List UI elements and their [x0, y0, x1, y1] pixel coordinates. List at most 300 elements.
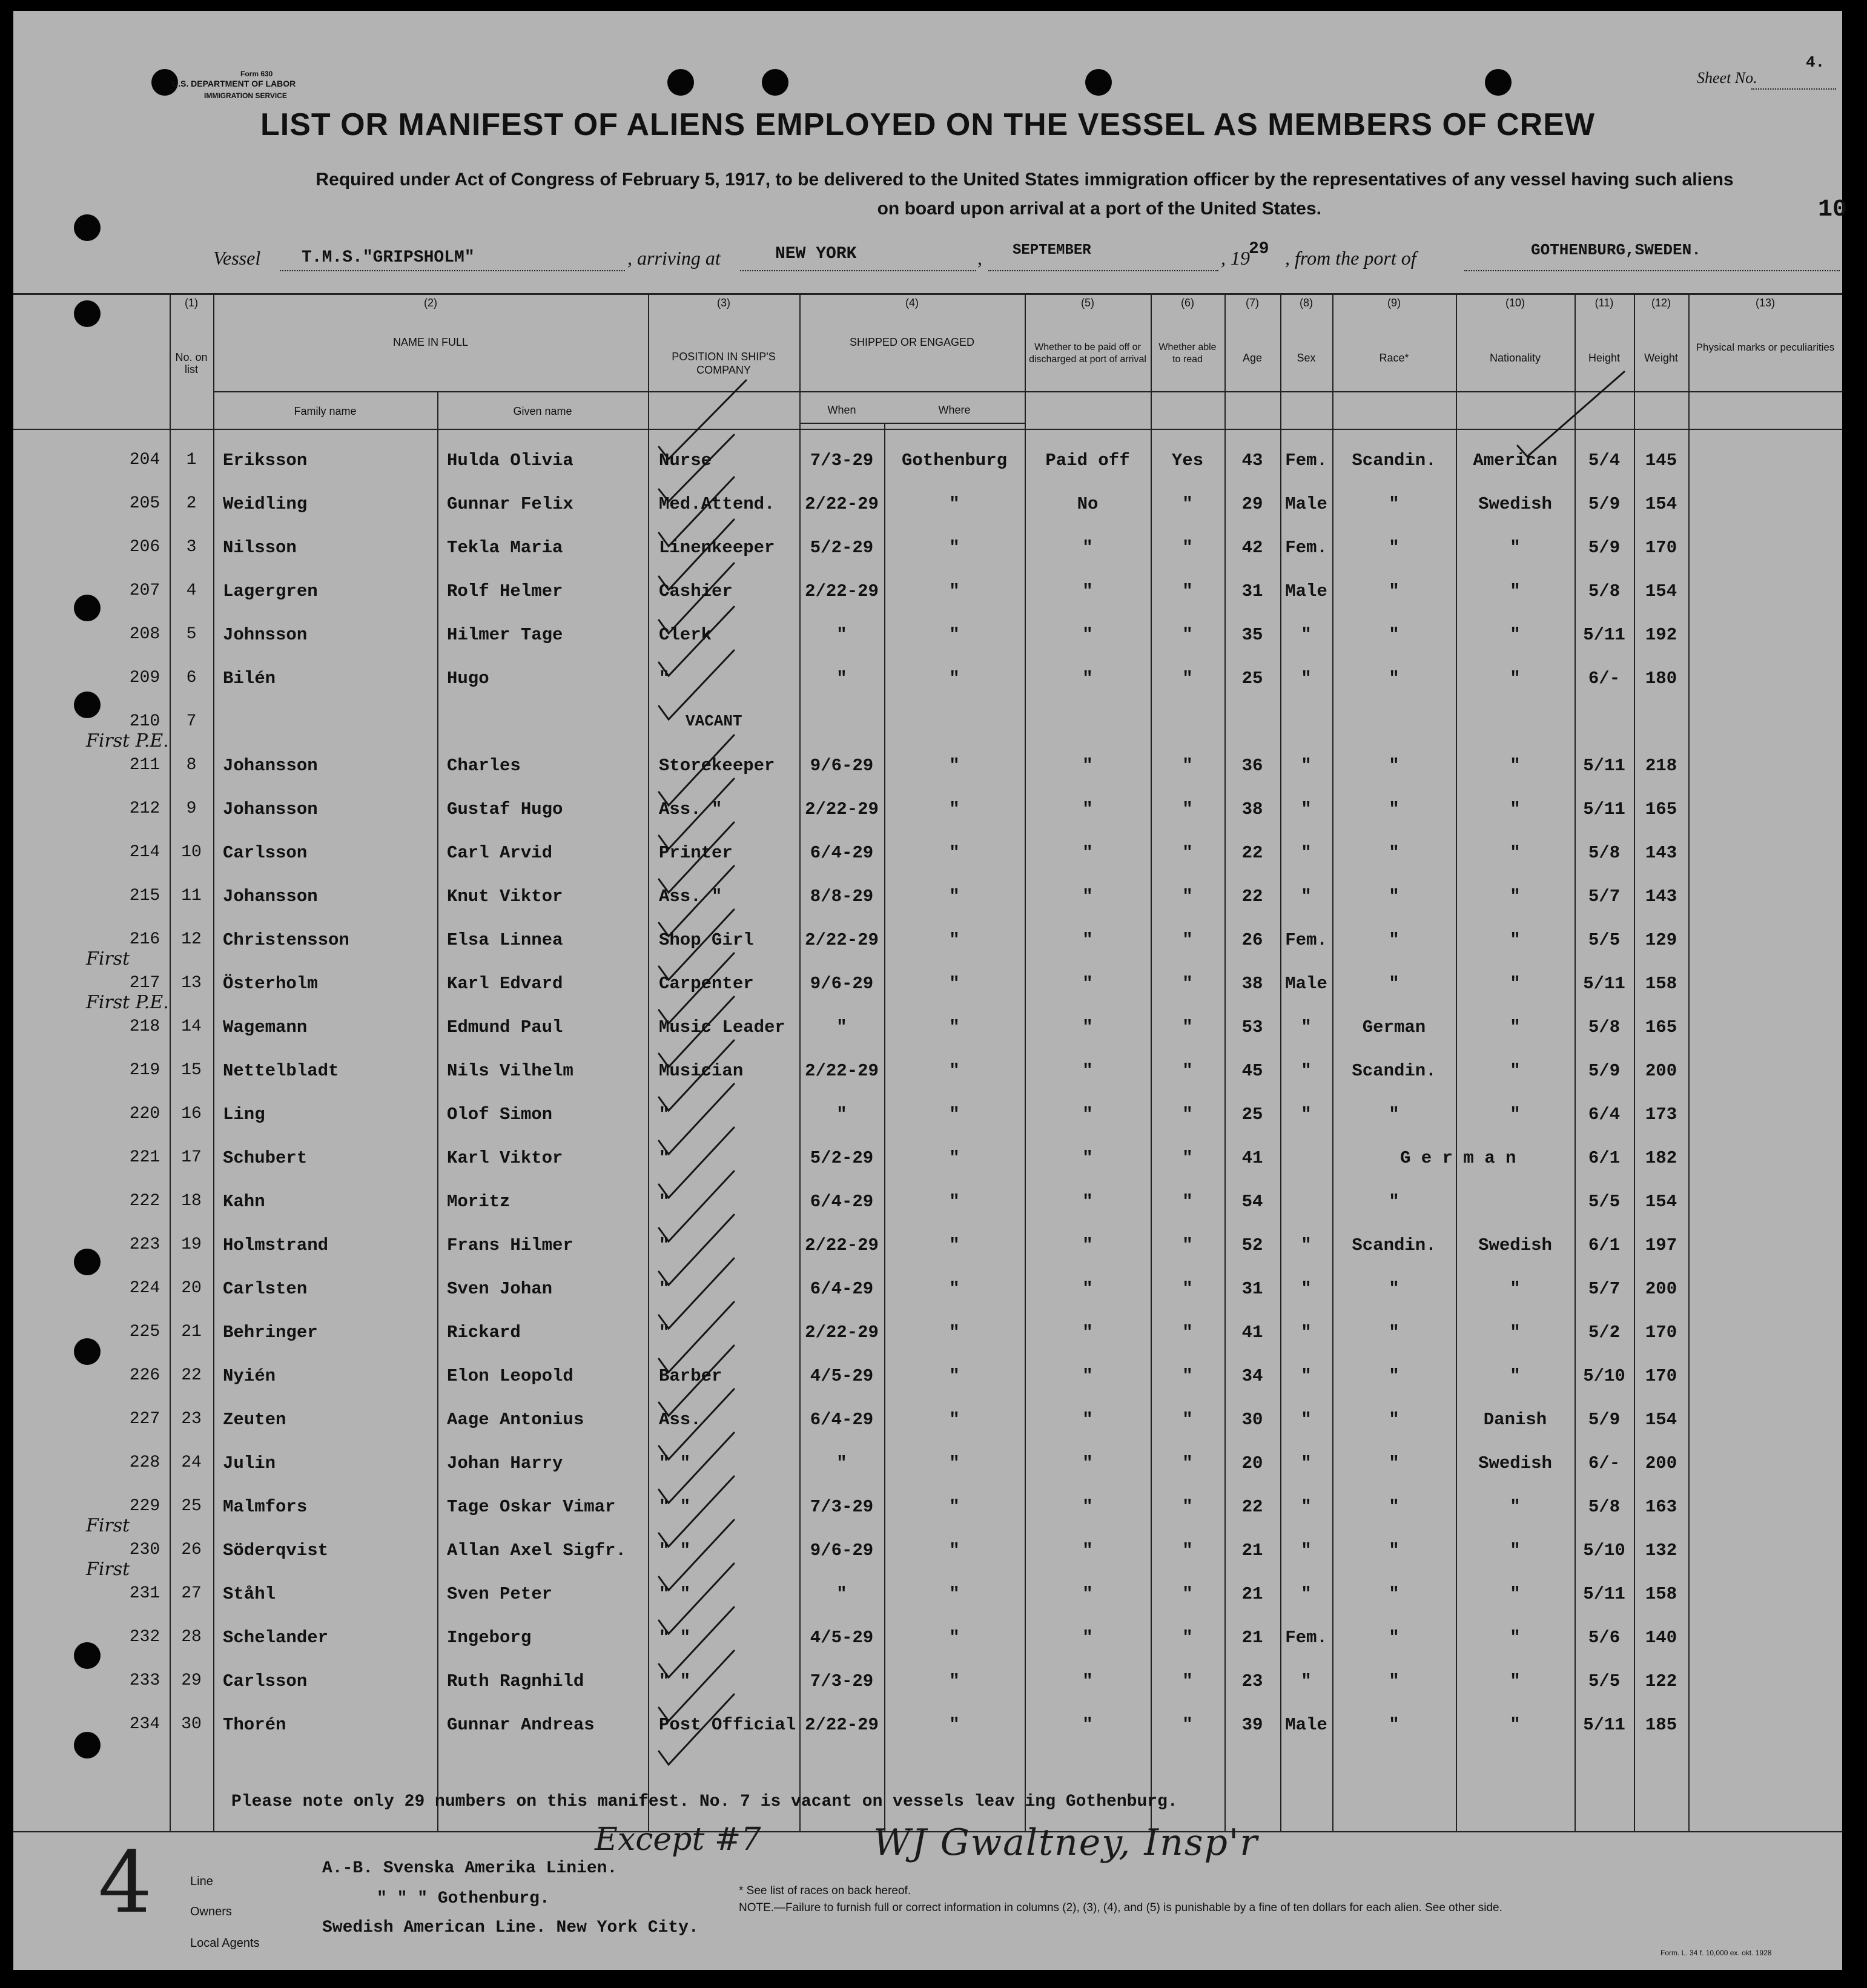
- list-number: 14: [181, 1017, 202, 1036]
- paid-off: ": [1082, 1017, 1093, 1037]
- given-name: Rickard: [447, 1323, 521, 1342]
- table-row: [13, 1399, 1842, 1442]
- table-row: [13, 832, 1842, 876]
- height: 5/10: [1583, 1366, 1625, 1386]
- family-name: Söderqvist: [223, 1541, 329, 1560]
- owners-value: " " " Gothenburg.: [377, 1889, 550, 1908]
- position: Med.Attend.: [659, 494, 775, 514]
- shipped-where: ": [949, 1671, 960, 1691]
- height: 5/9: [1588, 1061, 1621, 1081]
- age: 35: [1241, 625, 1263, 645]
- reference-number: 224: [129, 1279, 160, 1298]
- given-name: Elon Leopold: [447, 1366, 573, 1386]
- shipped-when: 7/3-29: [810, 451, 874, 471]
- race: German: [1362, 1017, 1426, 1037]
- paid-off: ": [1082, 1497, 1093, 1517]
- weight: 192: [1645, 625, 1677, 645]
- given-name: Hulda Olivia: [447, 451, 573, 471]
- age: 22: [1241, 843, 1263, 863]
- shipped-when: 5/2-29: [810, 1148, 874, 1168]
- height: 5/11: [1583, 1584, 1625, 1604]
- race: G e r m a n: [1400, 1148, 1516, 1168]
- position: Printer: [659, 843, 733, 863]
- given-name: Charles: [447, 756, 521, 776]
- family-name: Johansson: [223, 756, 318, 776]
- race: ": [1389, 974, 1399, 994]
- reference-number: 204: [129, 451, 160, 469]
- height: 5/11: [1583, 974, 1625, 994]
- position: Ass. ": [659, 887, 722, 906]
- sex: Fem.: [1285, 538, 1327, 558]
- sex: Male: [1285, 494, 1327, 514]
- height: 5/8: [1588, 843, 1621, 863]
- table-row: [13, 730, 1842, 788]
- height: 5/9: [1588, 538, 1621, 558]
- list-number: 15: [181, 1061, 202, 1080]
- position: Barber: [659, 1366, 722, 1386]
- family-name: Nettelbladt: [223, 1061, 339, 1081]
- paid-off: ": [1082, 625, 1093, 645]
- family-name: Österholm: [223, 974, 318, 994]
- nationality: ": [1510, 1061, 1521, 1081]
- list-number: 24: [181, 1453, 202, 1472]
- sex: ": [1301, 1410, 1312, 1430]
- list-number: 19: [181, 1235, 202, 1254]
- reference-number: 221: [129, 1148, 160, 1167]
- paid-off: ": [1082, 1366, 1093, 1386]
- nationality: ": [1510, 1323, 1521, 1342]
- race: ": [1389, 1105, 1399, 1124]
- position: " ": [659, 1584, 691, 1604]
- able-to-read: ": [1182, 1715, 1193, 1735]
- nationality: ": [1510, 887, 1521, 906]
- given-name: Gustaf Hugo: [447, 799, 563, 819]
- list-number: 6: [186, 669, 197, 687]
- shipped-where: ": [949, 625, 960, 645]
- corner-number: 10: [1818, 196, 1848, 223]
- given-name: Aage Antonius: [447, 1410, 584, 1430]
- family-name: Ling: [223, 1105, 265, 1124]
- list-number: 5: [186, 625, 197, 644]
- list-number: 3: [186, 538, 197, 556]
- nationality: ": [1510, 930, 1521, 950]
- department-name: U.S. DEPARTMENT OF LABOR: [172, 79, 296, 88]
- table-row: [13, 1704, 1842, 1748]
- weight: 218: [1645, 756, 1677, 776]
- reference-number: 205: [129, 494, 160, 513]
- given-name: Ingeborg: [447, 1628, 532, 1648]
- height: 5/6: [1588, 1628, 1621, 1648]
- given-name: Karl Viktor: [447, 1148, 563, 1168]
- race: ": [1389, 669, 1399, 689]
- col-number-3: (3): [717, 297, 730, 309]
- table-row: [13, 614, 1842, 658]
- nationality: Swedish: [1478, 494, 1552, 514]
- able-to-read: ": [1182, 1323, 1193, 1342]
- reference-number: 219: [129, 1061, 160, 1080]
- shipped-when: 2/22-29: [805, 494, 879, 514]
- list-number: 9: [186, 799, 197, 818]
- sex: ": [1301, 1497, 1312, 1517]
- age: 45: [1241, 1061, 1263, 1081]
- sex: Fem.: [1285, 451, 1327, 471]
- position: Ass. ": [659, 799, 722, 819]
- reference-number: 212: [129, 799, 160, 818]
- reference-number: 218: [129, 1017, 160, 1036]
- age: 36: [1241, 756, 1263, 776]
- shipped-where: ": [949, 843, 960, 863]
- height: 5/8: [1588, 1017, 1621, 1037]
- nationality: Swedish: [1478, 1453, 1552, 1473]
- position: " ": [659, 1541, 691, 1560]
- list-number: 28: [181, 1628, 202, 1646]
- race: ": [1389, 581, 1399, 601]
- col-number-10: (10): [1505, 297, 1525, 309]
- paid-off: ": [1082, 1192, 1093, 1212]
- position: Cashier: [659, 581, 733, 601]
- header-name-in-full: NAME IN FULL: [392, 336, 469, 348]
- family-name: Christensson: [223, 930, 349, 950]
- shipped-when: 2/22-29: [805, 1323, 879, 1342]
- paid-off: ": [1082, 581, 1093, 601]
- shipped-where: ": [949, 974, 960, 994]
- family-name: Nyién: [223, 1366, 276, 1386]
- family-name: Schubert: [223, 1148, 308, 1168]
- shipped-when: 6/4-29: [810, 1279, 874, 1299]
- family-name: Schelander: [223, 1628, 329, 1648]
- height: 5/9: [1588, 494, 1621, 514]
- list-number: 4: [186, 581, 197, 600]
- position: ": [659, 1323, 670, 1342]
- age: 38: [1241, 974, 1263, 994]
- col-number-13: (13): [1755, 297, 1775, 309]
- position: " ": [659, 1671, 691, 1691]
- able-to-read: ": [1182, 799, 1193, 819]
- col-number-2: (2): [424, 297, 437, 309]
- shipped-where: ": [949, 1279, 960, 1299]
- list-number: 7: [186, 712, 197, 731]
- position: Post Official: [659, 1715, 796, 1735]
- position: ": [659, 669, 670, 689]
- sheet-number: 4.: [1806, 53, 1825, 71]
- weight: 143: [1645, 887, 1677, 906]
- shipped-where: ": [949, 1715, 960, 1735]
- list-number: 16: [181, 1105, 202, 1123]
- height: 5/5: [1588, 1671, 1621, 1691]
- shipped-when: 6/4-29: [810, 843, 874, 863]
- table-row: [13, 1094, 1842, 1137]
- paid-off: ": [1082, 1410, 1093, 1430]
- paid-off: ": [1082, 538, 1093, 558]
- table-row: [13, 788, 1842, 832]
- sex: ": [1301, 1366, 1312, 1386]
- table-row: [13, 1617, 1842, 1660]
- race: ": [1389, 887, 1399, 906]
- able-to-read: ": [1182, 1061, 1193, 1081]
- header-age: Age: [1242, 352, 1263, 364]
- weight: 158: [1645, 974, 1677, 994]
- weight: 180: [1645, 669, 1677, 689]
- sex: ": [1301, 1061, 1312, 1081]
- table-row: [13, 658, 1842, 701]
- race: ": [1389, 1323, 1399, 1342]
- position: Clerk: [659, 625, 712, 645]
- height: 5/10: [1583, 1541, 1625, 1560]
- race: ": [1389, 538, 1399, 558]
- list-number: 26: [181, 1541, 202, 1559]
- table-row: [13, 1181, 1842, 1224]
- col-number-11: (11): [1594, 297, 1614, 309]
- nationality: ": [1510, 843, 1521, 863]
- family-name: Malmfors: [223, 1497, 308, 1517]
- weight: 182: [1645, 1148, 1677, 1168]
- shipped-where: ": [949, 799, 960, 819]
- header-nationality: Nationality: [1489, 352, 1541, 364]
- race: ": [1389, 1497, 1399, 1517]
- shipped-where: ": [949, 1628, 960, 1648]
- family-name: Lagergren: [223, 581, 318, 601]
- shipped-where: ": [949, 1497, 960, 1517]
- list-number: 8: [186, 756, 197, 774]
- header-physical-marks: Physical marks or peculiarities: [1696, 342, 1835, 353]
- local-agents-value: Swedish American Line. New York City.: [322, 1918, 699, 1937]
- shipped-when: 9/6-29: [810, 1541, 874, 1560]
- header-family-name: Family name: [294, 405, 357, 417]
- header-height: Height: [1588, 352, 1621, 364]
- manifest-sheet: [13, 11, 1848, 1970]
- nationality: ": [1510, 974, 1521, 994]
- list-number: 1: [186, 451, 197, 469]
- table-row: [13, 1137, 1842, 1181]
- height: 5/8: [1588, 581, 1621, 601]
- shipped-where: ": [949, 1017, 960, 1037]
- nationality: ": [1510, 669, 1521, 689]
- shipped-where: ": [949, 1105, 960, 1124]
- able-to-read: ": [1182, 669, 1193, 689]
- reference-number: 211: [129, 756, 160, 774]
- col-number-9: (9): [1387, 297, 1401, 309]
- shipped-where: ": [949, 1061, 960, 1081]
- paid-off: ": [1082, 1715, 1093, 1735]
- age: 22: [1241, 887, 1263, 906]
- race: ": [1389, 1366, 1399, 1386]
- race: ": [1389, 1628, 1399, 1648]
- height: 5/4: [1588, 451, 1621, 471]
- table-row: [13, 1442, 1842, 1486]
- weight: 173: [1645, 1105, 1677, 1124]
- shipped-when: 6/4-29: [810, 1192, 874, 1212]
- weight: 140: [1645, 1628, 1677, 1648]
- position: Storekeeper: [659, 756, 775, 776]
- position: ": [659, 1279, 670, 1299]
- age: 42: [1241, 538, 1263, 558]
- position: ": [659, 1235, 670, 1255]
- sex: ": [1301, 843, 1312, 863]
- table-row: [13, 1559, 1842, 1617]
- shipped-when: 4/5-29: [810, 1628, 874, 1648]
- age: 23: [1241, 1671, 1263, 1691]
- weight: 132: [1645, 1541, 1677, 1560]
- list-number: 18: [181, 1192, 202, 1210]
- paid-off: ": [1082, 1541, 1093, 1560]
- weight: 197: [1645, 1235, 1677, 1255]
- height: 5/9: [1588, 1410, 1621, 1430]
- nationality: ": [1510, 1497, 1521, 1517]
- from-port-label: , from the port of: [1285, 247, 1416, 269]
- arriving-label: , arriving at: [627, 247, 721, 269]
- height: 5/5: [1588, 1192, 1621, 1212]
- position: Ass.: [659, 1410, 701, 1430]
- shipped-where: ": [949, 1192, 960, 1212]
- table-row: [13, 701, 1842, 745]
- able-to-read: ": [1182, 1105, 1193, 1124]
- paid-off: ": [1082, 887, 1093, 906]
- nationality: ": [1510, 581, 1521, 601]
- reference-number: 226: [129, 1366, 160, 1385]
- form-print-code: Form. L. 34 f. 10,000 ex. okt. 1928: [1660, 1949, 1772, 1957]
- reference-number: 207: [129, 581, 160, 600]
- shipped-when: 2/22-29: [805, 799, 879, 819]
- list-number: 10: [181, 843, 202, 862]
- sex: ": [1301, 1017, 1312, 1037]
- table-row: [13, 1050, 1842, 1094]
- family-name: Julin: [223, 1453, 276, 1473]
- given-name: Johan Harry: [447, 1453, 563, 1473]
- race: Scandin.: [1352, 1235, 1436, 1255]
- height: 5/7: [1588, 887, 1621, 906]
- shipped-where: ": [949, 1410, 960, 1430]
- age: 26: [1241, 930, 1263, 950]
- reference-number: 228: [129, 1453, 160, 1472]
- given-name: Allan Axel Sigfr.: [447, 1541, 626, 1560]
- table-row: [13, 1224, 1842, 1268]
- table-row: [13, 483, 1842, 527]
- nationality: ": [1510, 1541, 1521, 1560]
- height: 6/1: [1588, 1148, 1621, 1168]
- family-name: Holmstrand: [223, 1235, 329, 1255]
- reference-number: 232: [129, 1628, 160, 1646]
- race: Scandin.: [1352, 1061, 1436, 1081]
- table-row: [13, 992, 1842, 1050]
- family-name: Kahn: [223, 1192, 265, 1212]
- shipped-when: 7/3-29: [810, 1497, 874, 1517]
- race: ": [1389, 625, 1399, 645]
- departure-port: GOTHENBURG,SWEDEN.: [1531, 241, 1701, 259]
- age: 25: [1241, 1105, 1263, 1124]
- reference-number: 210: [129, 712, 160, 731]
- year-prefix: , 19: [1221, 247, 1250, 269]
- able-to-read: ": [1182, 1584, 1193, 1604]
- service-name: IMMIGRATION SERVICE: [204, 91, 287, 100]
- arrival-month: SEPTEMBER: [1013, 242, 1091, 259]
- sex: Fem.: [1285, 930, 1327, 950]
- paid-off: ": [1082, 1628, 1093, 1648]
- able-to-read: ": [1182, 1628, 1193, 1648]
- nationality: ": [1510, 799, 1521, 819]
- sex: ": [1301, 799, 1312, 819]
- sex: ": [1301, 1279, 1312, 1299]
- age: 41: [1241, 1323, 1263, 1342]
- reference-number: 225: [129, 1323, 160, 1341]
- list-number: 22: [181, 1366, 202, 1385]
- header-no-on-list: No. on list: [175, 351, 208, 375]
- weight: 158: [1645, 1584, 1677, 1604]
- age: 38: [1241, 799, 1263, 819]
- list-number: 11: [181, 887, 202, 905]
- able-to-read: ": [1182, 756, 1193, 776]
- position: " ": [659, 1497, 691, 1517]
- height: 5/11: [1583, 625, 1625, 645]
- races-footnote: * See list of races on back hereof.: [739, 1884, 911, 1897]
- shipped-where: ": [949, 930, 960, 950]
- nationality: ": [1510, 1279, 1521, 1299]
- age: 31: [1241, 581, 1263, 601]
- family-name: Bilén: [223, 669, 276, 689]
- weight: 154: [1645, 1192, 1677, 1212]
- age: 21: [1241, 1584, 1263, 1604]
- family-name: Carlsson: [223, 843, 308, 863]
- shipped-where: ": [949, 1453, 960, 1473]
- col-number-6: (6): [1181, 297, 1194, 309]
- subtitle-line-2: on board upon arrival at a port of the United States.: [877, 199, 1321, 219]
- shipped-where: ": [949, 581, 960, 601]
- nationality: ": [1510, 625, 1521, 645]
- able-to-read: ": [1182, 1148, 1193, 1168]
- table-row: [13, 570, 1842, 614]
- paid-off: ": [1082, 1235, 1093, 1255]
- list-number: 27: [181, 1584, 202, 1603]
- race: ": [1389, 1715, 1399, 1735]
- list-number: 13: [181, 974, 202, 992]
- header-weight: Weight: [1644, 352, 1678, 364]
- penalty-note: NOTE.—Failure to furnish full or correct information in columns (2), (3), (4), and (5) is punishable by a fine of ten dollars for each alien. See other side.: [739, 1901, 1502, 1914]
- height: 5/11: [1583, 756, 1625, 776]
- paid-off: ": [1082, 669, 1093, 689]
- shipped-when: 6/4-29: [810, 1410, 874, 1430]
- shipped-when: 7/3-29: [810, 1671, 874, 1691]
- reference-number: 234: [129, 1715, 160, 1734]
- position: Shop Girl: [659, 930, 754, 950]
- vessel-name: T.M.S."GRIPSHOLM": [302, 248, 475, 267]
- shipped-where: ": [949, 1584, 960, 1604]
- shipped-when: ": [836, 669, 847, 689]
- race: ": [1389, 1410, 1399, 1430]
- position: Musician: [659, 1061, 744, 1081]
- able-to-read: ": [1182, 1192, 1193, 1212]
- weight: 185: [1645, 1715, 1677, 1735]
- race: ": [1389, 1671, 1399, 1691]
- given-name: Sven Peter: [447, 1584, 553, 1604]
- nationality: ": [1510, 1105, 1521, 1124]
- position: " ": [659, 1628, 691, 1648]
- able-to-read: ": [1182, 1279, 1193, 1299]
- table-row: [13, 527, 1842, 570]
- col-number-4: (4): [905, 297, 919, 309]
- reference-number: 222: [129, 1192, 160, 1210]
- able-to-read: ": [1182, 1453, 1193, 1473]
- able-to-read: Yes: [1171, 451, 1204, 471]
- reference-number: 215: [129, 887, 160, 905]
- shipped-when: 9/6-29: [810, 974, 874, 994]
- family-name: Zeuten: [223, 1410, 286, 1430]
- arrival-port: NEW YORK: [775, 245, 857, 263]
- able-to-read: ": [1182, 930, 1193, 950]
- race: ": [1389, 843, 1399, 863]
- given-name: Tage Oskar Vimar: [447, 1497, 616, 1517]
- shipped-when: ": [836, 625, 847, 645]
- line-value: A.-B. Svenska Amerika Linien.: [322, 1859, 618, 1878]
- paid-off: ": [1082, 1323, 1093, 1342]
